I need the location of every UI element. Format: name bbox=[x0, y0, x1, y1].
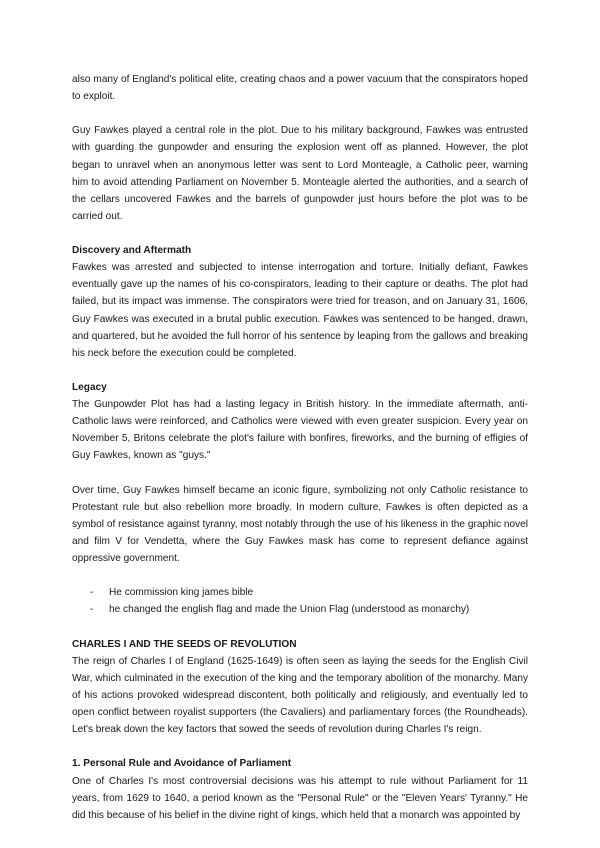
dash-marker: - bbox=[90, 587, 94, 599]
list-item bbox=[72, 601, 528, 618]
document-page bbox=[72, 71, 528, 824]
spacer bbox=[72, 618, 528, 635]
paragraph-personal-rule: One of Charles I's most controversial decisions was his attempt to rule without Parliament for 11 years, from 1629 to 1640, a period known as the "Personal Rule" or the "Eleven Years' Tyranny." He did this because of his belief in the divine right of kings, which held that a monarch was appointed by bbox=[72, 775, 528, 821]
paragraph-legacy-2: Over time, Guy Fawkes himself became an iconic figure, symbolizing not only Catholic resistance to Protestant rule but also rebellion more broadly. In modern culture, Fawkes is often depicted as a symbol of resistance against tyranny, most notably through the use of his likeness in the graphic novel and film V for Vendetta, where the Guy Fawkes mask has come to represent defiance against oppressive government. bbox=[72, 484, 528, 564]
heading-charles: CHARLES I AND THE SEEDS OF REVOLUTION bbox=[72, 638, 297, 650]
heading-legacy: Legacy bbox=[72, 381, 107, 393]
spacer bbox=[72, 362, 528, 379]
spacer bbox=[72, 567, 528, 584]
paragraph-legacy: The Gunpowder Plot has had a lasting legacy in British history. In the immediate aftermath, anti-Catholic laws were reinforced, and Catholics were viewed with even greater suspicion. Every year on November 5, Britons celebrate the plot's failure with bonfires, fireworks, and the burning of effigies of Guy Fawkes, known as "guys." bbox=[72, 399, 528, 462]
list-item-text: He commission king james bible bbox=[109, 587, 254, 599]
paragraph-fawkes-role: Guy Fawkes played a central role in the plot. Due to his military background, Fawkes was entrusted with guarding the gunpowder and ensuring the explosion went off as planned. However, the plot began to unravel when an anonymous letter was sent to Lord Monteagle, a Catholic peer, warning him to avoid attending Parliament on November 5. Monteagle alerted the authorities, and a search of the cellars uncovered Fawkes and the barrels of gunpowder just hours before the plot was to be carried out. bbox=[72, 125, 528, 222]
heading-personal-rule: 1. Personal Rule and Avoidance of Parliament bbox=[72, 758, 292, 770]
spacer bbox=[72, 225, 528, 242]
spacer bbox=[72, 738, 528, 755]
heading-discovery: Discovery and Aftermath bbox=[72, 245, 192, 257]
dash-marker: - bbox=[90, 604, 94, 616]
bullet-list bbox=[72, 584, 528, 618]
paragraph-charles: The reign of Charles I of England (1625-1649) is often seen as laying the seeds for the English Civil War, which culminated in the execution of the king and the temporary abolition of the monarchy. Many of his actions provoked widespread discontent, both politically and religiously, and eventually led to open conflict between royalist supporters (the Cavaliers) and parliamentary forces (the Roundheads). Let's break down the key factors that sowed the seeds of revolution during Charles I's reign. bbox=[72, 655, 528, 736]
list-item-text: he changed the english flag and made the Union Flag (understood as monarchy) bbox=[109, 604, 470, 616]
paragraph-discovery: Fawkes was arrested and subjected to intense interrogation and torture. Initially defiant, Fawkes eventually gave up the names of his co-conspirators, leading to their capture or deaths. The plot had failed, but its impact was immense. The conspirators were tried for treason, and on January 31, 1606, Guy Fawkes was executed in a brutal public execution. Fawkes was sentenced to be hanged, drawn, and quartered, but he avoided the full horror of his sentence by leaping from the gallows and breaking his neck before the execution could be completed. bbox=[72, 262, 528, 359]
paragraph-intro-end: also many of England's political elite, creating chaos and a power vacuum that the conspirators hoped to exploit. bbox=[72, 74, 528, 103]
spacer bbox=[72, 105, 528, 122]
list-item bbox=[72, 584, 528, 601]
spacer bbox=[72, 464, 528, 481]
